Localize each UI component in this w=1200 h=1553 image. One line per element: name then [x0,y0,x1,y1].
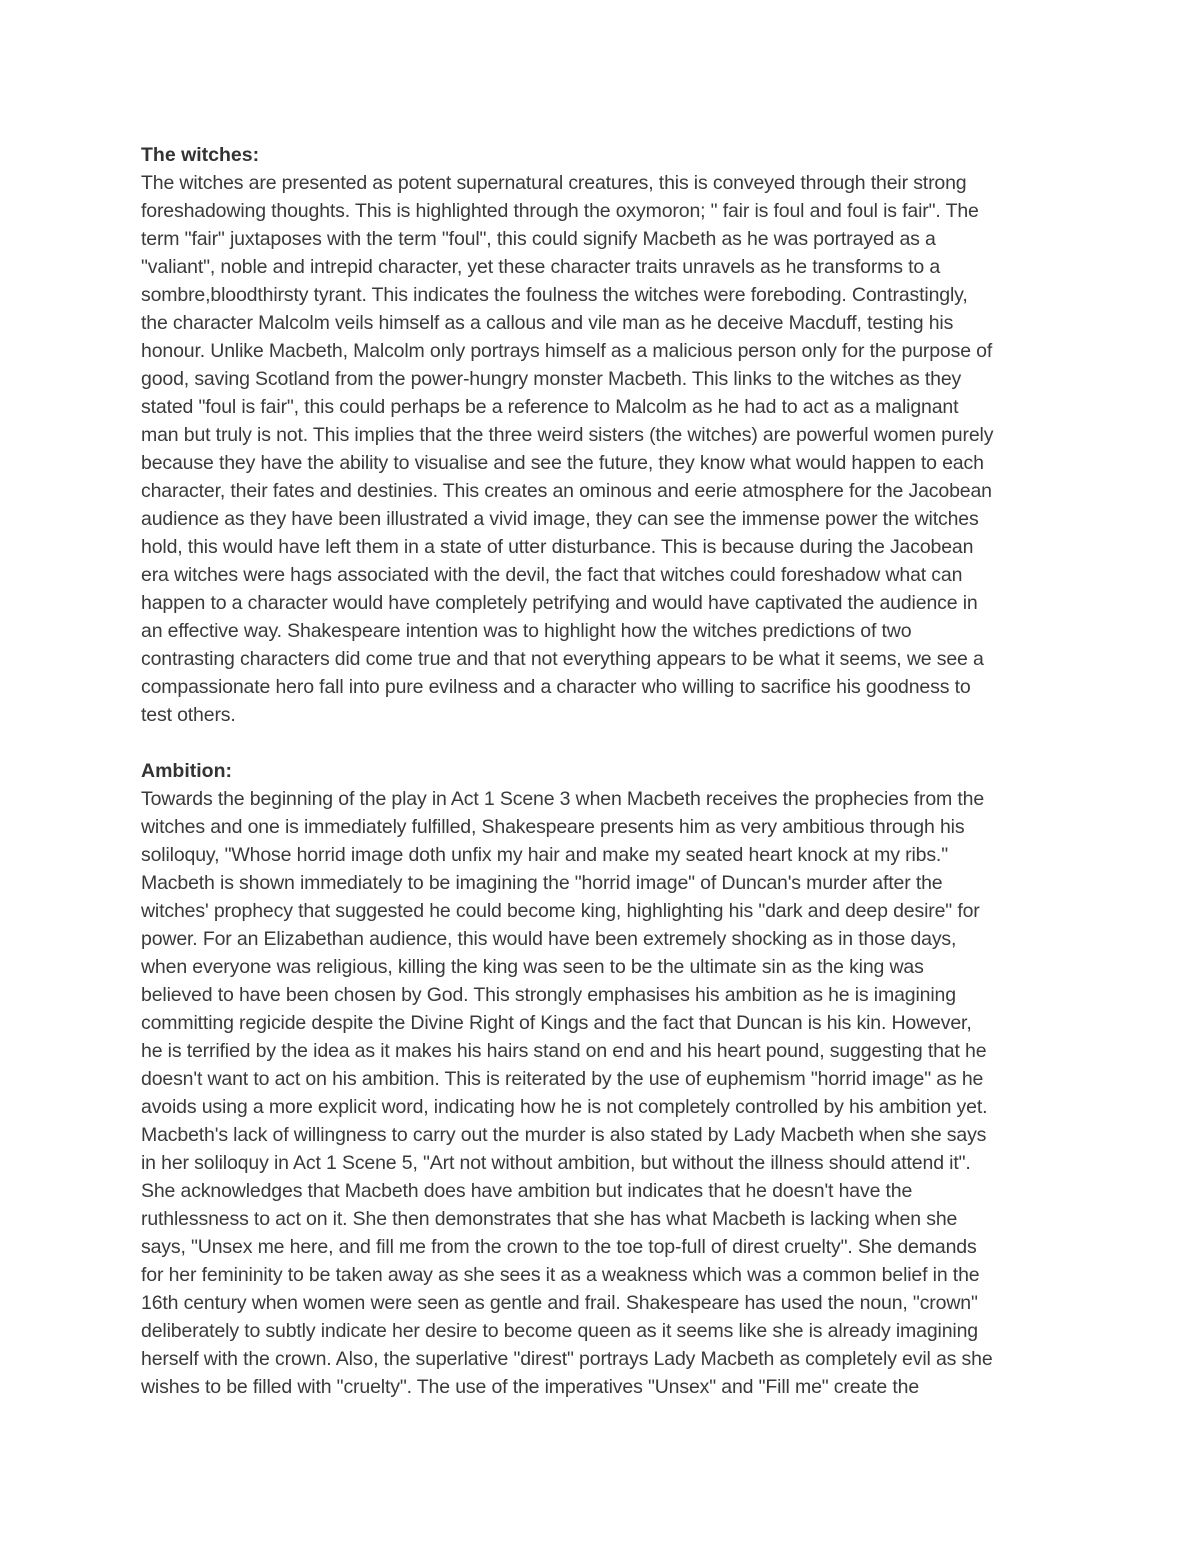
text-line: in her soliloquy in Act 1 Scene 5, "Art not without ambition, but without the illness should attend it". [141,1152,971,1174]
section-heading: The witches: [141,144,260,166]
text-line: man but truly is not. This implies that the three weird sisters (the witches) are powerful women purely [141,424,994,446]
text-line: he is terrified by the idea as it makes his hairs stand on end and his heart pound, suggesting that he [141,1040,987,1062]
text-line: character, their fates and destinies. This creates an ominous and eerie atmosphere for the Jacobean [141,480,992,502]
text-line: Towards the beginning of the play in Act 1 Scene 3 when Macbeth receives the prophecies from the [141,788,985,810]
text-line: honour. Unlike Macbeth, Malcolm only portrays himself as a malicious person only for the purpose of [141,340,993,362]
text-line: says, "Unsex me here, and fill me from the crown to the toe top-full of direst cruelty". She demands [141,1236,977,1258]
text-line: The witches are presented as potent supernatural creatures, this is conveyed through their strong [141,172,967,194]
text-line: 16th century when women were seen as gentle and frail. Shakespeare has used the noun, "crown" [141,1292,978,1314]
text-line: contrasting characters did come true and that not everything appears to be what it seems, we see a [141,648,984,670]
text-line: herself with the crown. Also, the superlative "direst" portrays Lady Macbeth as completely evil as she [141,1348,993,1370]
section-ambition [141,757,1066,1401]
text-line: audience as they have been illustrated a vivid image, they can see the immense power the witches [141,508,979,530]
text-line: "valiant", noble and intrepid character, yet these character traits unravels as he transforms to a [141,256,941,278]
text-line: because they have the ability to visualise and see the future, they know what would happen to each [141,452,984,474]
text-line: sombre,bloodthirsty tyrant. This indicates the foulness the witches were foreboding. Contrastingly, [141,284,968,306]
text-line: witches and one is immediately fulfilled, Shakespeare presents him as very ambitious through his [141,816,965,838]
text-line: era witches were hags associated with the devil, the fact that witches could foreshadow what can [141,564,963,586]
text-line: test others. [141,704,236,726]
text-line: foreshadowing thoughts. This is highlighted through the oxymoron; " fair is foul and foul is fair". The [141,200,979,222]
text-line: happen to a character would have completely petrifying and would have captivated the audience in [141,592,978,614]
text-line: Macbeth is shown immediately to be imagining the "horrid image" of Duncan's murder after the [141,872,943,894]
document-page [141,141,1066,1401]
text-line: believed to have been chosen by God. This strongly emphasises his ambition as he is imagining [141,984,956,1006]
text-line: when everyone was religious, killing the king was seen to be the ultimate sin as the king was [141,956,924,978]
text-line: good, saving Scotland from the power-hungry monster Macbeth. This links to the witches as they [141,368,962,390]
text-line: doesn't want to act on his ambition. This is reiterated by the use of euphemism "horrid image" as he [141,1068,984,1090]
section-heading: Ambition: [141,760,232,782]
text-line: for her femininity to be taken away as she sees it as a weakness which was a common belief in the [141,1264,980,1286]
text-line: committing regicide despite the Divine Right of Kings and the fact that Duncan is his kin. However, [141,1012,972,1034]
text-line: wishes to be filled with "cruelty". The use of the imperatives "Unsex" and "Fill me" create the [141,1376,920,1398]
text-line: hold, this would have left them in a state of utter disturbance. This is because during the Jacobean [141,536,974,558]
text-line: term "fair" juxtaposes with the term "foul", this could signify Macbeth as he was portrayed as a [141,228,936,250]
text-line: deliberately to subtly indicate her desire to become queen as it seems like she is already imagining [141,1320,978,1342]
section-body [141,785,1066,1401]
section-body [141,169,1066,729]
text-line: an effective way. Shakespeare intention was to highlight how the witches predictions of two [141,620,912,642]
text-line: She acknowledges that Macbeth does have ambition but indicates that he doesn't have the [141,1180,913,1202]
text-line: ruthlessness to act on it. She then demonstrates that she has what Macbeth is lacking when she [141,1208,958,1230]
text-line: power. For an Elizabethan audience, this would have been extremely shocking as in those days, [141,928,957,950]
text-line: stated "foul is fair", this could perhaps be a reference to Malcolm as he had to act as a malignant [141,396,959,418]
text-line: avoids using a more explicit word, indicating how he is not completely controlled by his ambition yet. [141,1096,988,1118]
section-witches [141,141,1066,729]
text-line: witches' prophecy that suggested he could become king, highlighting his "dark and deep desire" for [141,900,980,922]
text-line: soliloquy, "Whose horrid image doth unfix my hair and make my seated heart knock at my ribs." [141,844,948,866]
text-line: the character Malcolm veils himself as a callous and vile man as he deceive Macduff, testing his [141,312,954,334]
text-line: compassionate hero fall into pure evilness and a character who willing to sacrifice his goodness to [141,676,971,698]
text-line: Macbeth's lack of willingness to carry out the murder is also stated by Lady Macbeth when she says [141,1124,987,1146]
